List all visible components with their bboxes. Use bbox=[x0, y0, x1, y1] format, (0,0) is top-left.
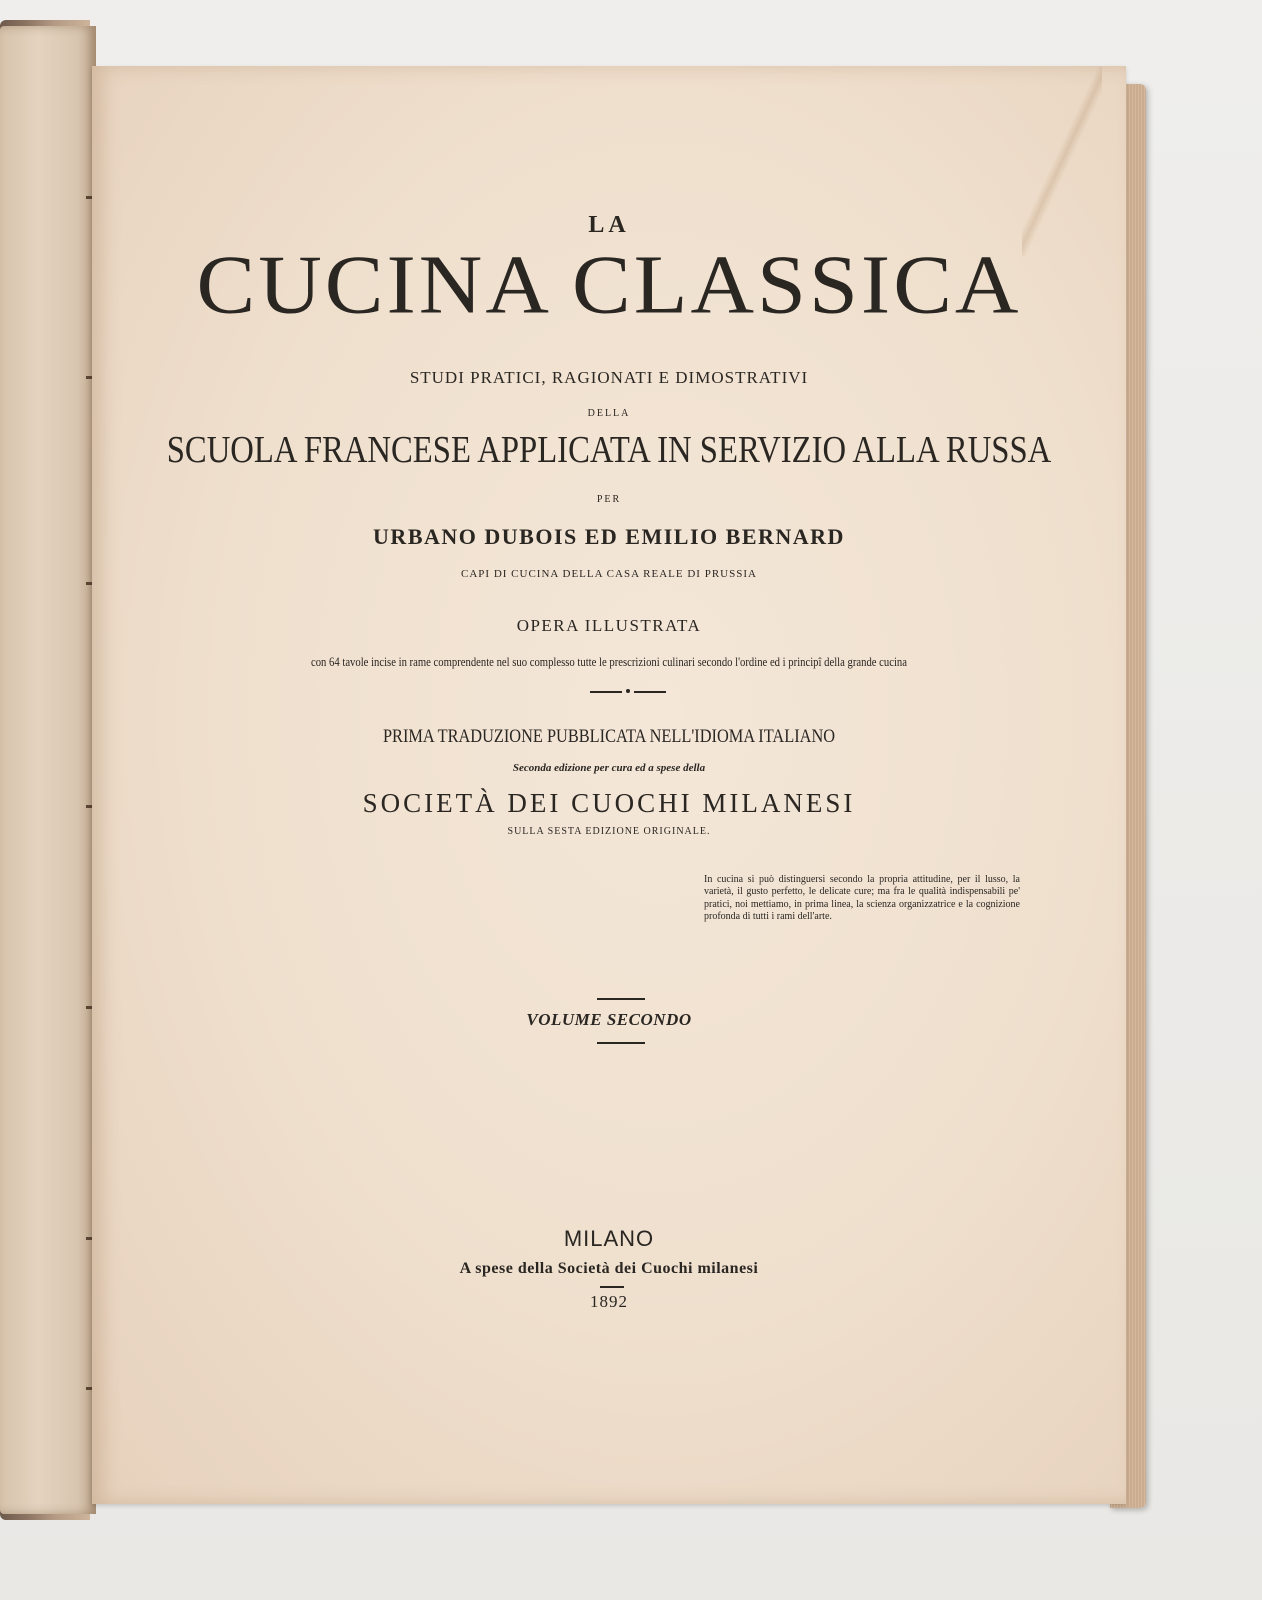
original-edition-note: SULLA SESTA EDIZIONE ORIGINALE. bbox=[507, 826, 711, 837]
connector-della: DELLA bbox=[587, 408, 631, 419]
connector-per: PER bbox=[596, 494, 622, 505]
edition-note: Seconda edizione per cura ed a spese della bbox=[512, 762, 706, 774]
publication-city: MILANO bbox=[563, 1226, 655, 1251]
illustrations-note: con 64 tavole incise in rame comprendente nel suo complesso tutte le prescrizioni culinari secondo l'ordine ed i principî della grande cucina bbox=[310, 654, 908, 669]
book-subtitle: STUDI PRATICI, RAGIONATI E DIMOSTRATIVI bbox=[409, 368, 809, 387]
authors: URBANO DUBOIS ED EMILIO BERNARD bbox=[373, 524, 845, 549]
year-rule bbox=[600, 1286, 624, 1288]
title-page bbox=[92, 66, 1126, 1504]
opera-heading: OPERA ILLUSTRATA bbox=[516, 616, 702, 635]
publication-year: 1892 bbox=[590, 1292, 628, 1311]
title-article: LA bbox=[588, 212, 630, 238]
translation-note: PRIMA TRADUZIONE PUBBLICATA NELL'IDIOMA ITALIANO bbox=[382, 726, 836, 747]
book-title: CUCINA CLASSICA bbox=[196, 239, 1022, 332]
volume-rule-top bbox=[597, 998, 645, 1000]
authors-role: CAPI DI CUCINA DELLA CASA REALE DI PRUSSIA bbox=[461, 568, 757, 580]
epigraph: In cucina si può distinguersi secondo la propria attitudine, per il lusso, la varietà, il gusto perfetto, le delicate cure; ma fra le qualità indispensabili pe' pratici, noi mettiamo, in prima linea, la scienza organizzatrice e la cognizione profonda di tutti i rami dell'arte. bbox=[704, 874, 1020, 923]
publisher: A spese della Società dei Cuochi milanesi bbox=[459, 1260, 759, 1277]
society-name: SOCIETÀ DEI CUOCHI MILANESI bbox=[362, 788, 856, 818]
volume-rule-bottom bbox=[597, 1042, 645, 1044]
school-heading: SCUOLA FRANCESE APPLICATA IN SERVIZIO ALLA RUSSA bbox=[166, 429, 1052, 471]
page-gutter bbox=[0, 26, 96, 1514]
ornament-divider bbox=[590, 688, 666, 696]
volume-label: VOLUME SECONDO bbox=[526, 1010, 692, 1029]
